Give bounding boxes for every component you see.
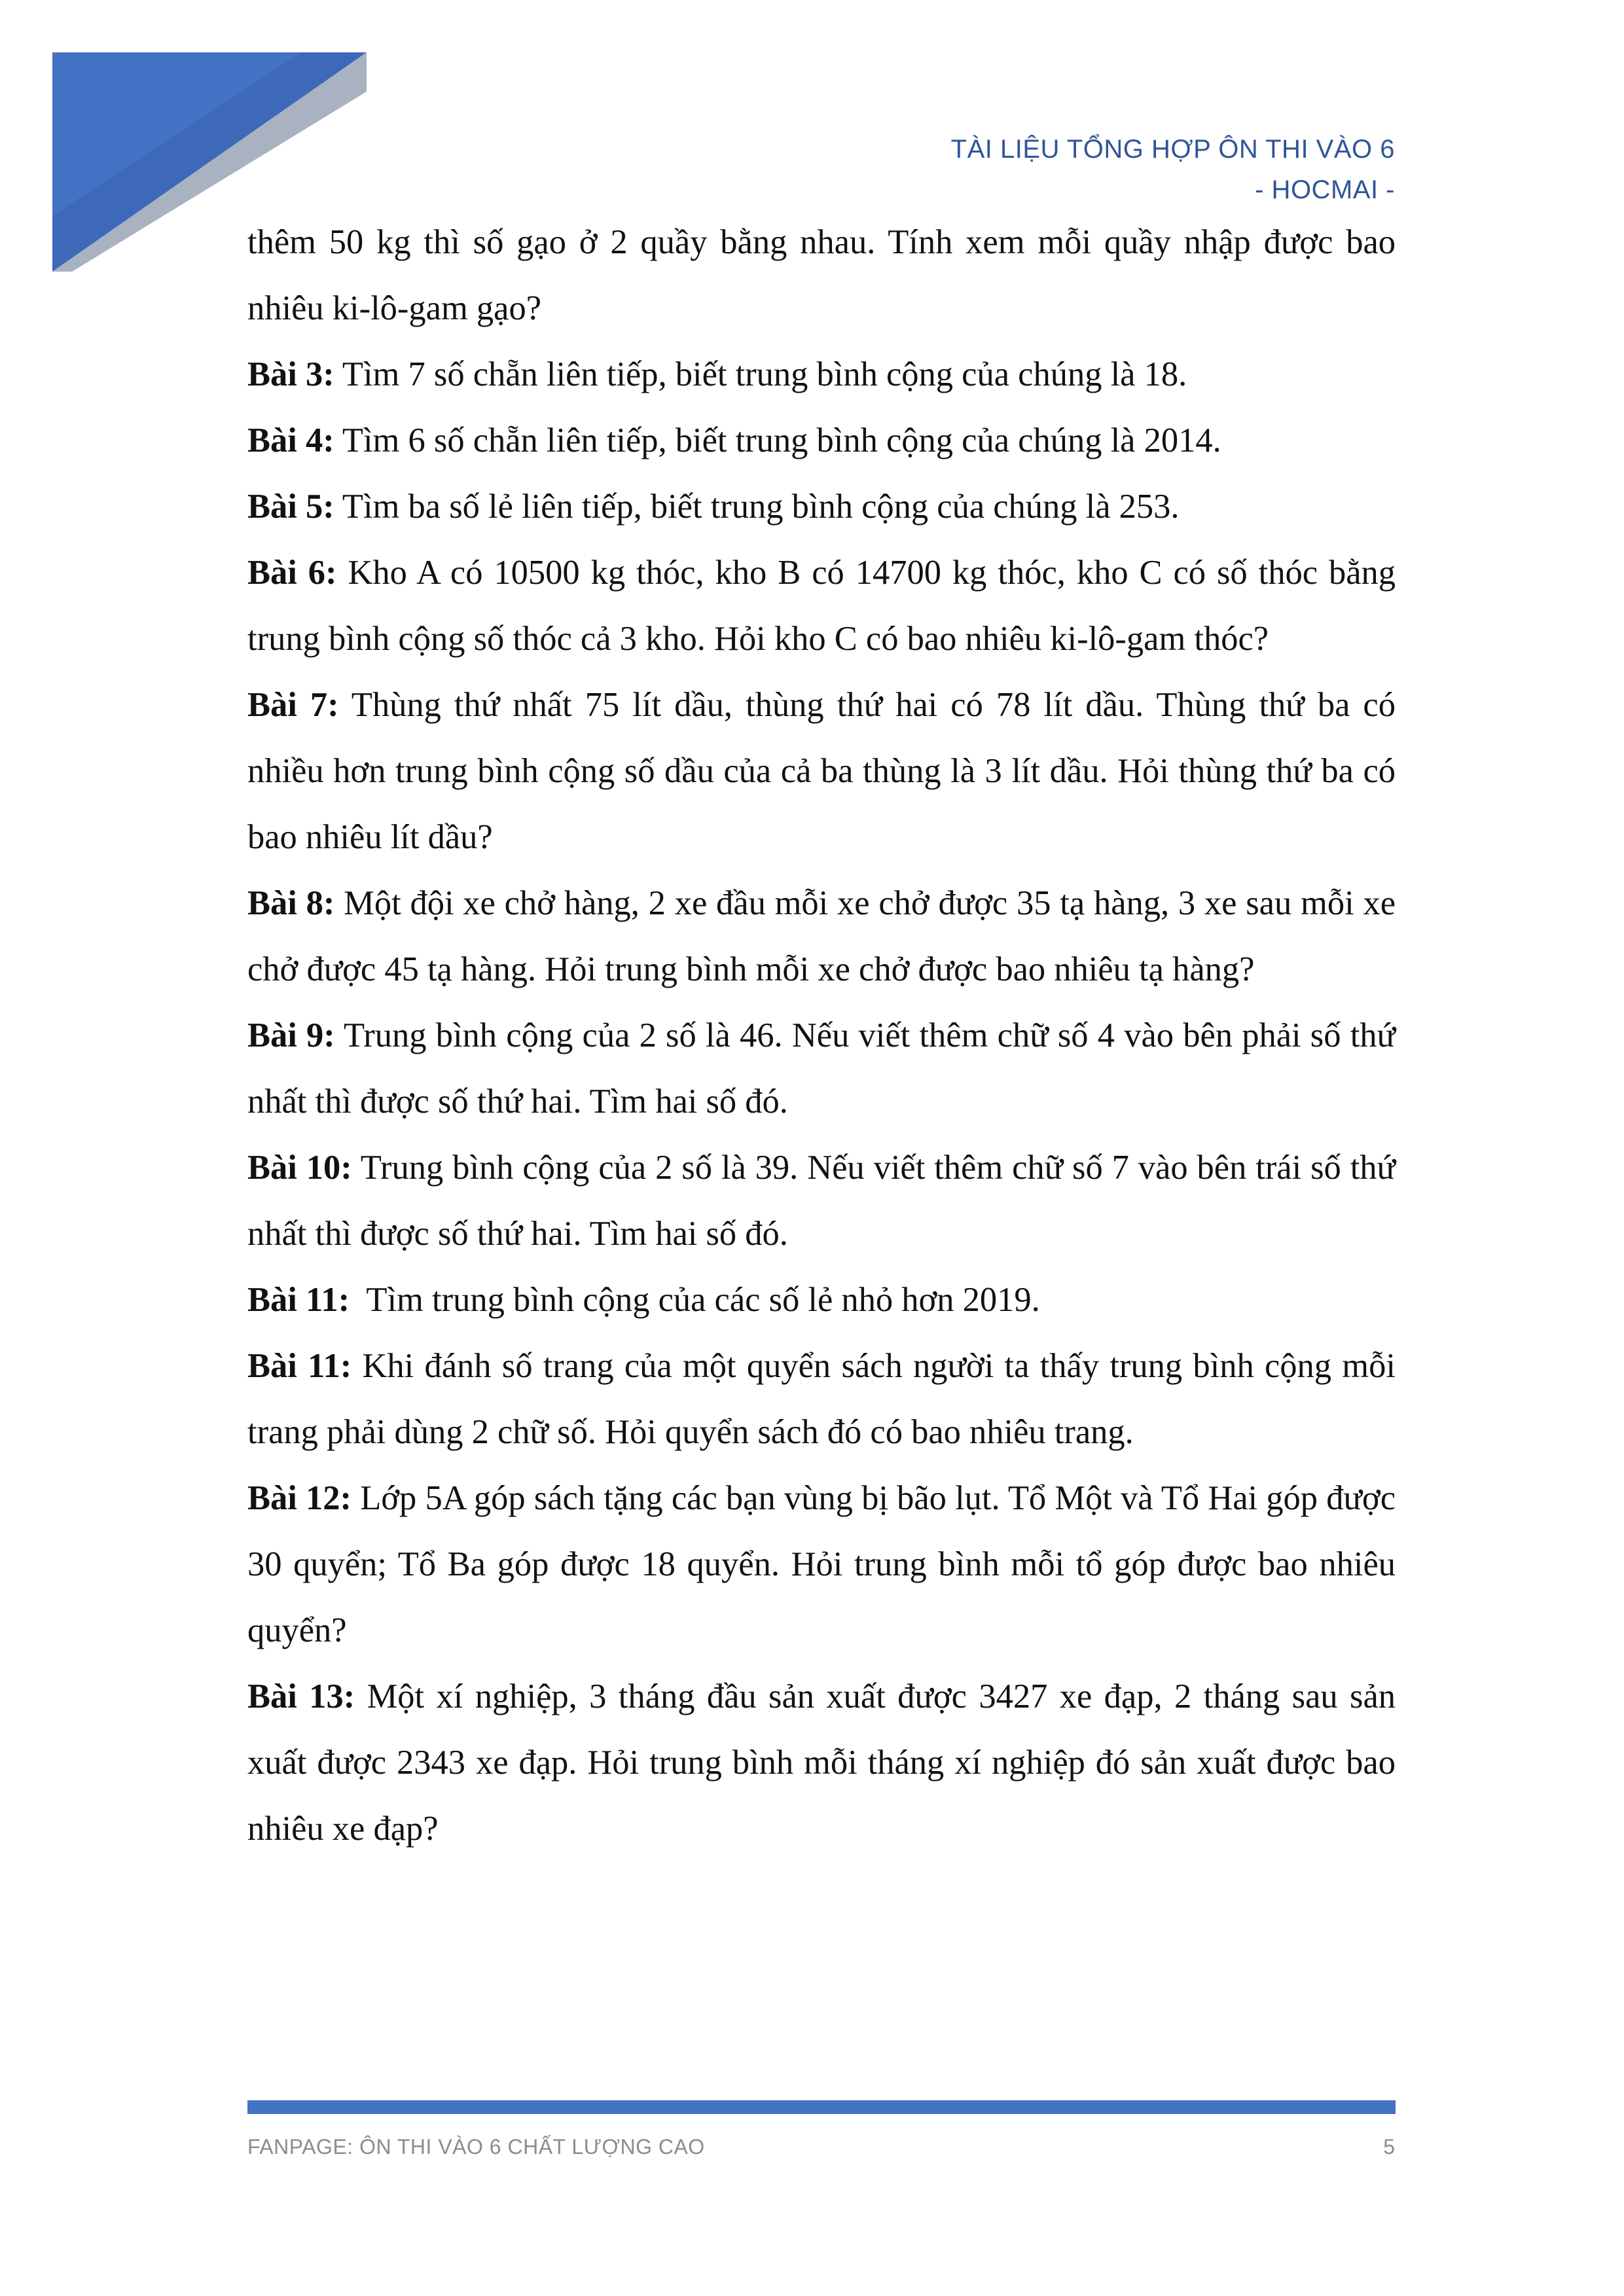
problem-9	[247, 1003, 1396, 1135]
problem-text: Một xí nghiệp, 3 tháng đầu sản xuất được 3427 xe đạp, 2 tháng sau sản xuất được 2343 xe đạp. Hỏi trung bình mỗi tháng xí nghiệp đó sản xuất được bao nhiêu xe đạp?	[247, 1677, 1396, 1848]
header-subtitle: - HOCMAI -	[1255, 175, 1395, 204]
problem-text: Tìm 6 số chẵn liên tiếp, biết trung bình cộng của chúng là 2014.	[334, 422, 1221, 459]
problem-text: Tìm ba số lẻ liên tiếp, biết trung bình cộng của chúng là 253.	[334, 488, 1180, 526]
problem-label: Bài 11:	[247, 1281, 350, 1319]
problem-text: Trung bình cộng của 2 số là 46. Nếu viết thêm chữ số 4 vào bên phải số thứ nhất thì được số thứ hai. Tìm hai số đó.	[247, 1016, 1396, 1121]
problem-text: Lớp 5A góp sách tặng các bạn vùng bị bão lụt. Tổ Một và Tổ Hai góp được 30 quyển; Tổ Ba góp được 18 quyển. Hỏi trung bình mỗi tổ góp được bao nhiêu quyển?	[247, 1479, 1396, 1649]
problem-label: Bài 11:	[247, 1347, 352, 1385]
problem-11b	[247, 1333, 1396, 1465]
problem-10	[247, 1135, 1396, 1267]
intro-paragraph: thêm 50 kg thì số gạo ở 2 quầy bằng nhau. Tính xem mỗi quầy nhập được bao nhiêu ki-lô-gam gạo?	[247, 223, 1396, 327]
problem-label: Bài 5:	[247, 488, 334, 526]
problem-5	[247, 474, 1396, 540]
problem-7	[247, 672, 1396, 870]
problem-12	[247, 1465, 1396, 1664]
problem-label: Bài 6:	[247, 554, 337, 592]
problem-label: Bài 12:	[247, 1479, 352, 1517]
problem-text: Thùng thứ nhất 75 lít dầu, thùng thứ hai có 78 lít dầu. Thùng thứ ba có nhiều hơn trung bình cộng số dầu của cả ba thùng là 3 lít dầu. Hỏi thùng thứ ba có bao nhiêu lít dầu?	[247, 686, 1396, 856]
problem-8	[247, 870, 1396, 1003]
header-title: TÀI LIỆU TỔNG HỢP ÔN THI VÀO 6	[950, 135, 1395, 164]
problem-13	[247, 1664, 1396, 1862]
footer-divider	[247, 2100, 1396, 2114]
footer-fanpage: FANPAGE: ÔN THI VÀO 6 CHẤT LƯỢNG CAO	[247, 2135, 705, 2159]
problem-label: Bài 8:	[247, 884, 335, 922]
problem-label: Bài 3:	[247, 355, 334, 393]
document-body	[247, 209, 1396, 1862]
problem-3	[247, 342, 1396, 408]
problem-11a	[247, 1267, 1396, 1333]
problem-label: Bài 10:	[247, 1149, 352, 1187]
problem-label: Bài 9:	[247, 1016, 335, 1054]
problem-label: Bài 4:	[247, 422, 334, 459]
problem-text: Tìm 7 số chẵn liên tiếp, biết trung bình cộng của chúng là 18.	[334, 355, 1187, 393]
page-number: 5	[1383, 2135, 1395, 2159]
problem-text: Tìm trung bình cộng của các số lẻ nhỏ hơn 2019.	[350, 1281, 1040, 1319]
problem-text: Khi đánh số trang của một quyển sách người ta thấy trung bình cộng mỗi trang phải dùng 2 chữ số. Hỏi quyển sách đó có bao nhiêu trang.	[247, 1347, 1396, 1451]
problem-label: Bài 7:	[247, 686, 339, 724]
problem-text: Một đội xe chở hàng, 2 xe đầu mỗi xe chở được 35 tạ hàng, 3 xe sau mỗi xe chở được 45 tạ hàng. Hỏi trung bình mỗi xe chở được bao nhiêu tạ hàng?	[247, 884, 1396, 988]
problem-6	[247, 540, 1396, 672]
problem-4	[247, 408, 1396, 474]
problem-label: Bài 13:	[247, 1677, 355, 1715]
problem-text: Trung bình cộng của 2 số là 39. Nếu viết thêm chữ số 7 vào bên trái số thứ nhất thì được số thứ hai. Tìm hai số đó.	[247, 1149, 1396, 1253]
problem-text: Kho A có 10500 kg thóc, kho B có 14700 kg thóc, kho C có số thóc bằng trung bình cộng số thóc cả 3 kho. Hỏi kho C có bao nhiêu ki-lô-gam thóc?	[247, 554, 1396, 658]
